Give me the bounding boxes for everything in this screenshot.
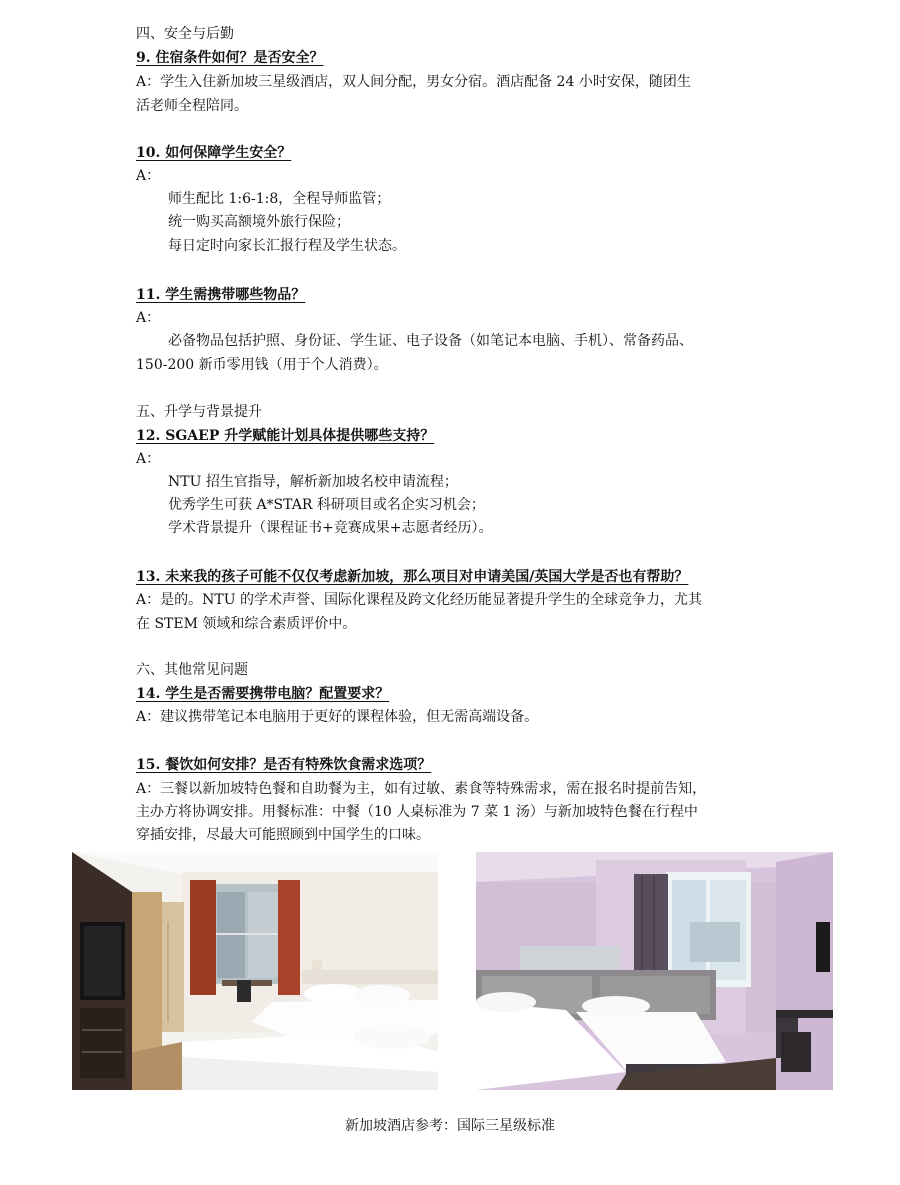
- answer-9-line-2: 活老师全程陪同。: [136, 98, 248, 114]
- section-heading-other: 六、其他常见问题: [136, 662, 248, 678]
- hotel-room-photo-2: [476, 852, 833, 1090]
- section-heading-safety: 四、安全与后勤: [136, 26, 234, 42]
- answer-15-line-2: 主办方将协调安排。用餐标准：中餐（10 人桌标准为 7 菜 1 汤）与新加坡特色餐在行程中: [136, 804, 698, 820]
- answer-12-label: A：: [136, 451, 161, 467]
- answer-13-line-1: A：是的。NTU 的学术声誉、国际化课程及跨文化经历能显著提升学生的全球竞争力，尤其: [136, 592, 702, 608]
- answer-12-item: 学术背景提升（课程证书+竞赛成果+志愿者经历）。: [168, 520, 493, 536]
- question-9: 9. 住宿条件如何？是否安全？: [136, 50, 324, 66]
- answer-10-label: A：: [136, 168, 161, 184]
- question-10: 10. 如何保障学生安全？: [136, 145, 292, 161]
- answer-12-item: 优秀学生可获 A*STAR 科研项目或名企实习机会；: [168, 497, 485, 513]
- photo-caption: 新加坡酒店参考：国际三星级标准: [345, 1118, 555, 1134]
- question-13: 13. 未来我的孩子可能不仅仅考虑新加坡，那么项目对申请美国/英国大学是否也有帮助？: [136, 569, 689, 585]
- answer-11-line-1: 必备物品包括护照、身份证、学生证、电子设备（如笔记本电脑、手机）、常备药品、: [168, 333, 693, 349]
- answer-15-line-1: A：三餐以新加坡特色餐和自助餐为主，如有过敏、素食等特殊需求，需在报名时提前告知，: [136, 781, 707, 797]
- answer-10-item: 统一购买高额境外旅行保险；: [168, 214, 350, 230]
- question-11: 11. 学生需携带哪些物品？: [136, 287, 306, 303]
- question-14: 14. 学生是否需要携带电脑？配置要求？: [136, 686, 390, 702]
- answer-10-item: 每日定时向家长汇报行程及学生状态。: [168, 238, 406, 254]
- answer-12-item: NTU 招生官指导，解析新加坡名校申请流程；: [168, 474, 458, 490]
- answer-13-line-2: 在 STEM 领域和综合素质评价中。: [136, 616, 357, 632]
- question-12: 12. SGAEP 升学赋能计划具体提供哪些支持？: [136, 428, 435, 444]
- answer-11-line-2: 150-200 新币零用钱（用于个人消费）。: [136, 357, 388, 373]
- hotel-room-photo-1: [72, 852, 438, 1090]
- question-15: 15. 餐饮如何安排？是否有特殊饮食需求选项？: [136, 757, 432, 773]
- answer-11-label: A：: [136, 310, 161, 326]
- answer-14: A：建议携带笔记本电脑用于更好的课程体验，但无需高端设备。: [136, 709, 539, 725]
- answer-9-line-1: A：学生入住新加坡三星级酒店，双人间分配，男女分宿。酒店配备 24 小时安保，随团生: [136, 74, 691, 90]
- answer-15-line-3: 穿插安排，尽最大可能照顾到中国学生的口味。: [136, 827, 430, 843]
- answer-10-item: 师生配比 1:6-1:8，全程导师监管；: [168, 191, 391, 207]
- section-heading-admission: 五、升学与背景提升: [136, 404, 262, 420]
